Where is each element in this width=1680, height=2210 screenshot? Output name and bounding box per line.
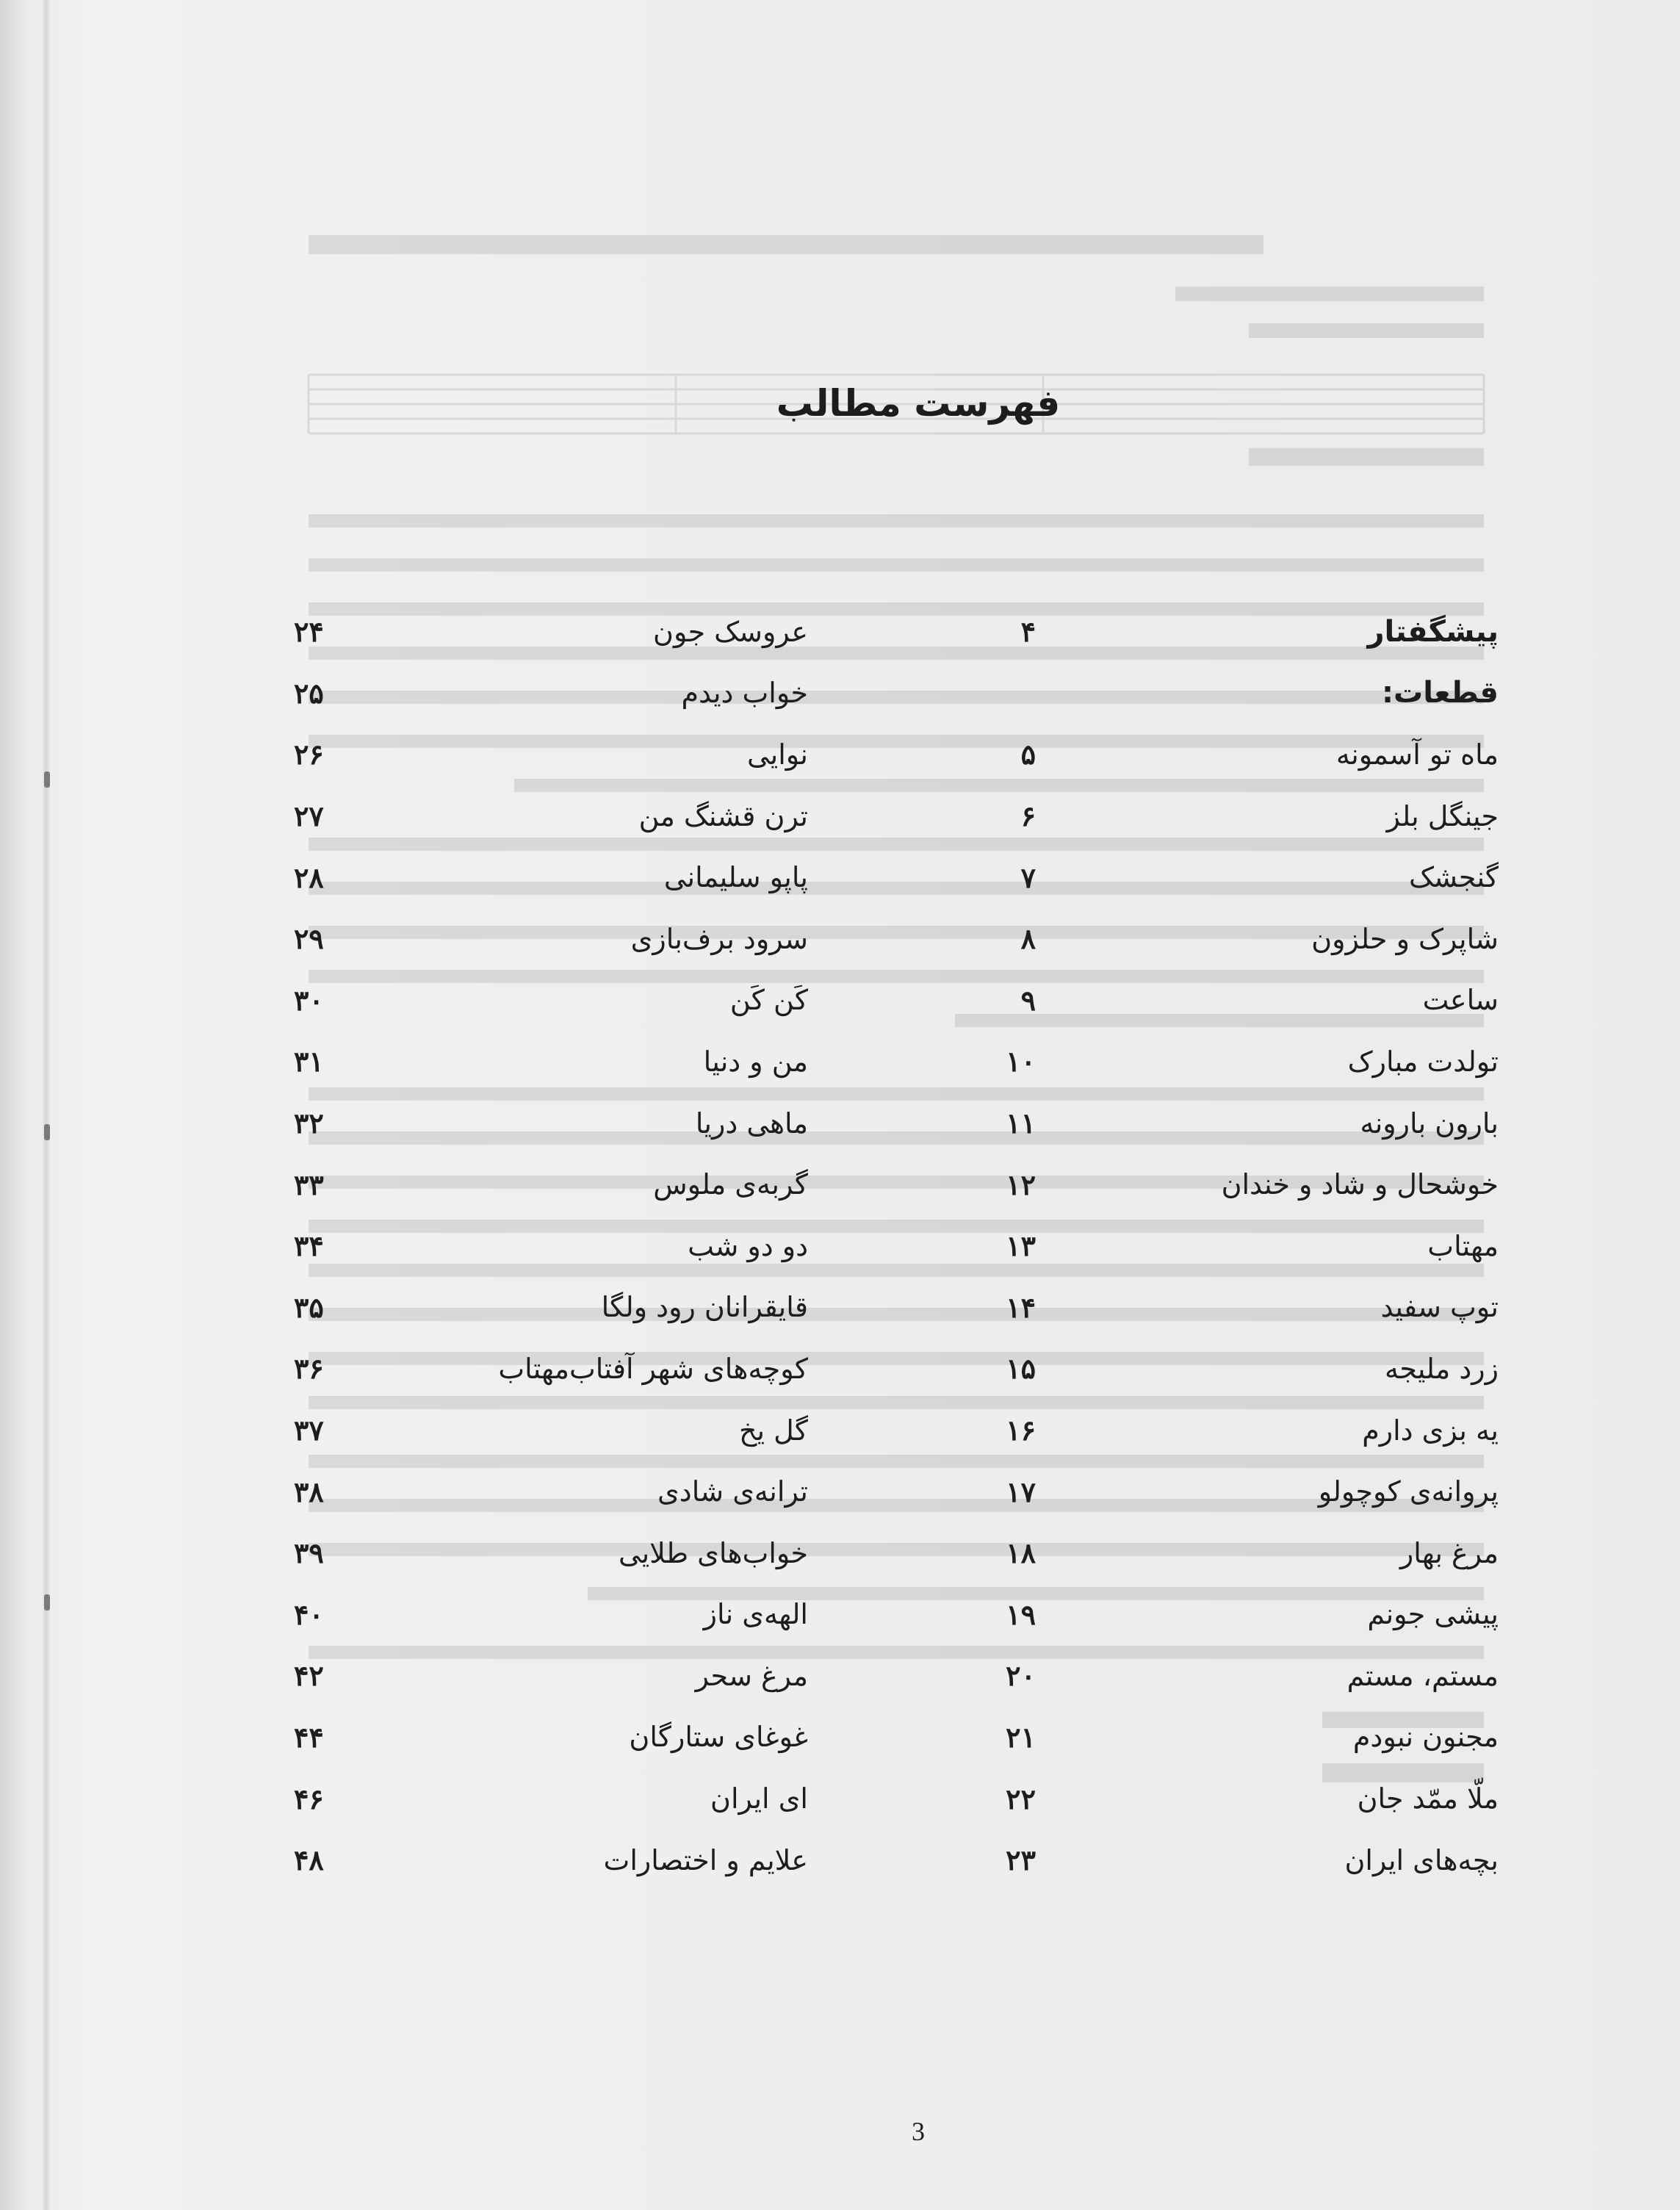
toc-entry-page-number: ۴۲ (294, 1659, 324, 1693)
toc-entry-title: ترانه‌ی شادی (657, 1475, 808, 1508)
staple (44, 771, 50, 788)
toc-entry (294, 1153, 808, 1215)
toc-entry-title: ماهی دریا (695, 1106, 808, 1140)
toc-entry (955, 1522, 1499, 1584)
toc-entry-page-number: ۱۶ (1006, 1414, 1036, 1447)
toc-entry-title: گربه‌ی ملوس (653, 1168, 808, 1201)
toc-entry-page-number: ۹ (1020, 983, 1036, 1017)
toc-entry-page-number: ۴۸ (294, 1843, 324, 1877)
toc-entry-title: علایم و اختصارات (603, 1843, 808, 1876)
toc-entry (294, 601, 808, 663)
toc-entry-title: مستم، مستم (1346, 1659, 1499, 1692)
toc-entry-page-number: ۳۳ (294, 1167, 324, 1201)
toc-entry (955, 1153, 1499, 1215)
toc-entry-page-number: ۴۰ (294, 1597, 324, 1631)
toc-column-left (294, 601, 808, 1890)
toc-entry (955, 1707, 1499, 1768)
toc-entry-page-number: ۳۶ (294, 1352, 324, 1386)
toc-entry-page-number: ۳۰ (294, 983, 324, 1017)
toc-entry-title: خوشحال و شاد و خندان (1221, 1168, 1499, 1201)
toc-entry (294, 1338, 808, 1400)
toc-entry-page-number: ۱۱ (1006, 1106, 1036, 1140)
toc-entry-page-number: ۳۸ (294, 1475, 324, 1508)
toc-entry-page-number: ۱۲ (1006, 1167, 1036, 1201)
toc-entry (294, 1707, 808, 1768)
toc-entry-title: سرود برف‌بازی (630, 922, 808, 955)
toc-entry-title: ساعت (1422, 984, 1499, 1017)
toc-entry-title: پیشگفتار (1367, 614, 1499, 649)
page-title: فهرست مطالب (776, 382, 1061, 425)
toc-entry-title: قطعات: (1382, 676, 1499, 710)
toc-entry-page-number: ۳۱ (294, 1045, 324, 1079)
toc-entry (955, 663, 1499, 724)
toc-entry-page-number: ۶ (1020, 799, 1036, 833)
toc-entry-page-number: ۲۷ (294, 799, 324, 833)
toc-entry (955, 1215, 1499, 1277)
toc-entry-page-number: ۲۶ (294, 738, 324, 771)
toc-entry-title: نوایی (746, 738, 808, 771)
toc-entry-title: بچه‌های ایران (1344, 1843, 1499, 1876)
staple (44, 1124, 50, 1140)
toc-entry-title: پروانه‌ی کوچولو (1318, 1475, 1499, 1508)
toc-entry-page-number: ۳۷ (294, 1414, 324, 1447)
toc-entry-title: خواب دیدم (681, 677, 808, 710)
toc-entry (955, 1461, 1499, 1522)
toc-entry (294, 846, 808, 908)
toc-entry (294, 908, 808, 970)
toc-entry (294, 663, 808, 724)
toc-entry-title: کوچه‌های شهر آفتاب‌مهتاب (498, 1352, 808, 1385)
toc-entry-title: مرغ بهار (1399, 1536, 1499, 1569)
toc-entry-title: مهتاب (1427, 1229, 1499, 1262)
toc-entry-title: قایقرانان رود ولگا (601, 1291, 808, 1324)
toc-entry-title: یه بزی دارم (1362, 1414, 1499, 1447)
toc-entry-page-number: ۱۰ (1006, 1045, 1036, 1079)
toc-entry-page-number: ۲۹ (294, 922, 324, 956)
toc-entry (955, 1338, 1499, 1400)
toc-entry-title: ملّا ممّد جان (1357, 1782, 1499, 1815)
toc-entry (294, 1031, 808, 1093)
toc-entry-title: عروسک جون (653, 615, 808, 648)
toc-entry-page-number: ۳۵ (294, 1290, 324, 1324)
toc-entry (294, 1522, 808, 1584)
toc-entry-title: گل یخ (738, 1414, 808, 1447)
toc-entry-title: من و دنیا (703, 1045, 808, 1078)
toc-entry-page-number: ۸ (1020, 922, 1036, 956)
toc-entry (955, 1093, 1499, 1154)
toc-entry-title: پاپو سلیمانی (663, 861, 808, 894)
toc-entry (294, 1584, 808, 1646)
toc-entry (955, 1031, 1499, 1093)
toc-entry-page-number: ۱۹ (1006, 1597, 1036, 1631)
toc-entry (294, 724, 808, 785)
toc-entry-title: مرغ سحر (695, 1659, 808, 1692)
toc-entry (955, 1584, 1499, 1646)
toc-entry (955, 846, 1499, 908)
toc-entry-page-number: ۲۱ (1006, 1720, 1036, 1754)
toc-entry-page-number: ۴۴ (294, 1720, 324, 1754)
toc-entry (955, 1768, 1499, 1829)
toc-entry-title: غوغای ستارگان (629, 1721, 808, 1754)
toc-entry (955, 908, 1499, 970)
toc-entry-page-number: ۳۹ (294, 1536, 324, 1570)
toc-entry (955, 785, 1499, 847)
toc-entry-title: خواب‌های طلایی (618, 1536, 808, 1569)
toc-entry (955, 1645, 1499, 1707)
toc-entry-page-number: ۱۴ (1006, 1290, 1036, 1324)
toc-entry-title: بارون بارونه (1360, 1106, 1499, 1140)
toc-entry-page-number: ۴۶ (294, 1782, 324, 1815)
toc-entry (955, 970, 1499, 1032)
toc-entry (294, 1215, 808, 1277)
toc-entry-page-number: ۱۳ (1006, 1229, 1036, 1263)
binding-spine (43, 0, 50, 2210)
toc-entry-page-number: ۵ (1020, 738, 1036, 771)
toc-entry (294, 1093, 808, 1154)
toc-entry-page-number: ۲۸ (294, 860, 324, 894)
toc-entry (294, 785, 808, 847)
toc-entry-page-number: ۳۲ (294, 1106, 324, 1140)
toc-entry-page-number: ۳۴ (294, 1229, 324, 1263)
toc-entry (955, 1277, 1499, 1339)
toc-entry-page-number: ۱۵ (1006, 1352, 1036, 1386)
toc-entry-page-number: ۱۷ (1006, 1475, 1036, 1508)
toc-entry (294, 970, 808, 1032)
toc-entry (294, 1461, 808, 1522)
toc-entry (294, 1277, 808, 1339)
toc-entry-title: توپ سفید (1380, 1291, 1499, 1324)
toc-entry (294, 1645, 808, 1707)
toc-entry-title: ای ایران (710, 1782, 808, 1815)
toc-entry-page-number: ۲۵ (294, 676, 324, 710)
toc-entry-title: کَن کَن (729, 984, 808, 1017)
toc-entry (955, 601, 1499, 663)
toc-entry-page-number: ۲۳ (1006, 1843, 1036, 1877)
toc-entry (294, 1829, 808, 1891)
toc-entry-title: تولدت مبارک (1347, 1045, 1499, 1078)
toc-entry-page-number: ۱۸ (1006, 1536, 1036, 1570)
toc-entry-title: دو دو شب (688, 1229, 808, 1262)
toc-entry-page-number: ۴ (1020, 615, 1036, 649)
toc-entry-title: پیشی جونم (1367, 1598, 1499, 1631)
toc-entry-title: الهه‌ی ناز (703, 1598, 808, 1631)
toc-column-right (955, 601, 1499, 1890)
toc-entry (955, 1400, 1499, 1461)
toc-entry-page-number: ۷ (1020, 860, 1036, 894)
toc-entry-title: ماه تو آسمونه (1335, 738, 1499, 771)
page-number: 3 (912, 2117, 925, 2146)
toc-entry-page-number: ۲۴ (294, 615, 324, 649)
toc-entry-page-number: ۲۲ (1006, 1782, 1036, 1815)
toc-entry-title: زرد ملیجه (1384, 1352, 1499, 1385)
toc-entry-title: مجنون نبودم (1352, 1721, 1499, 1754)
toc-entry (294, 1400, 808, 1461)
toc-entry-title: جینگل بلز (1386, 799, 1499, 832)
toc-entry-page-number: ۲۰ (1006, 1659, 1036, 1693)
toc-entry (955, 1829, 1499, 1891)
toc-entry (294, 1768, 808, 1829)
toc-entry-title: شاپرک و حلزون (1311, 922, 1499, 955)
staple (44, 1594, 50, 1610)
toc-entry-title: ترن قشنگ من (638, 799, 808, 832)
toc-entry (955, 724, 1499, 785)
toc-entry-title: گنجشک (1409, 861, 1499, 894)
